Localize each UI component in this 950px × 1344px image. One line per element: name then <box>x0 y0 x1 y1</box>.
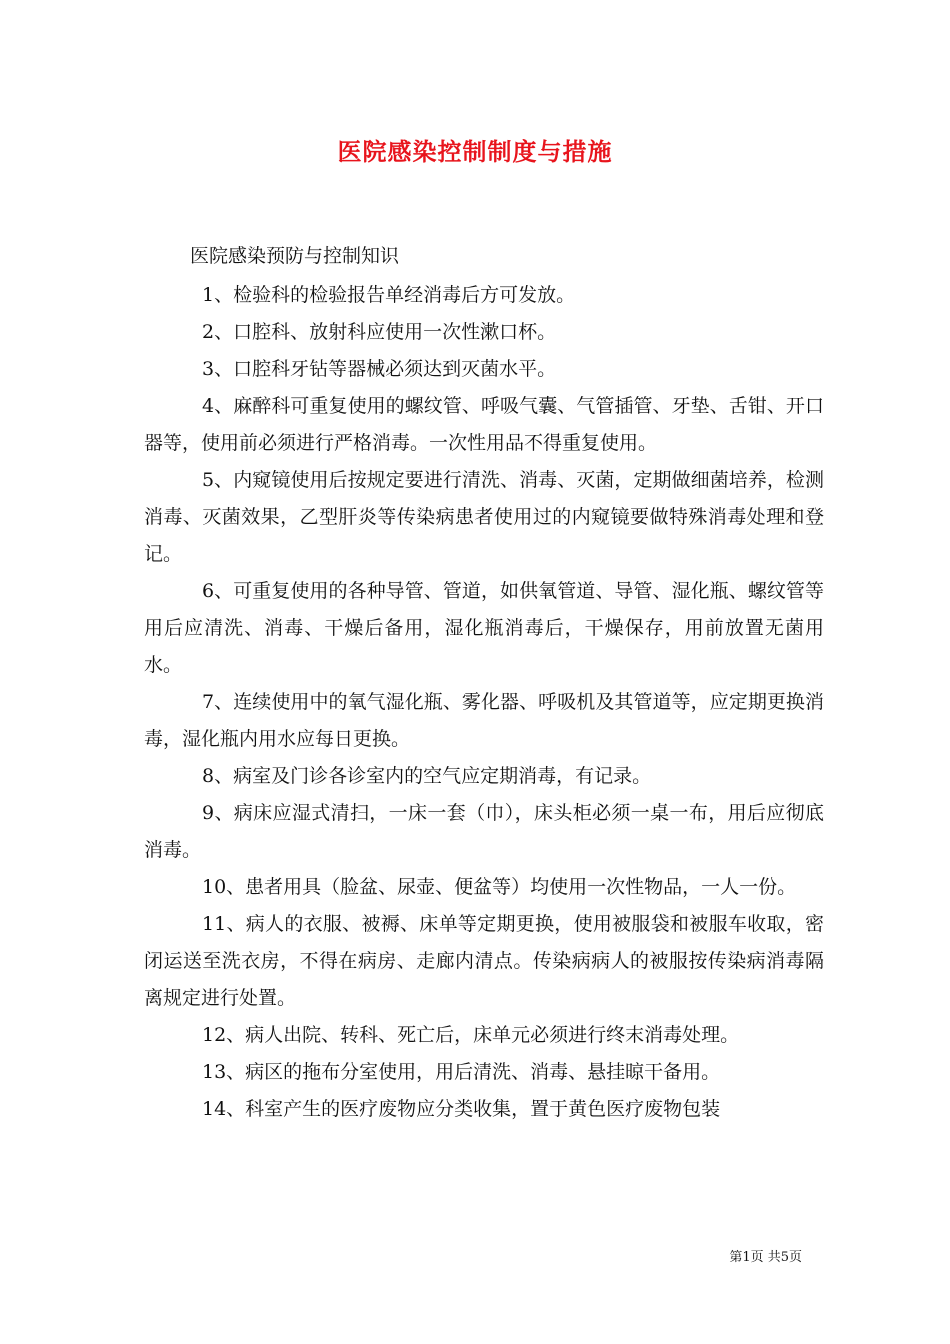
paragraph-4: 4、麻醉科可重复使用的螺纹管、呼吸气囊、气管插管、牙垫、舌钳、开口器等，使用前必须进行严格消毒。一次性用品不得重复使用。 <box>144 395 824 454</box>
paragraph-1: 1、检验科的检验报告单经消毒后方可发放。 <box>202 284 576 306</box>
paragraph-6: 6、可重复使用的各种导管、管道，如供氧管道、导管、湿化瓶、螺纹管等用后应清洗、消毒、干燥后备用，湿化瓶消毒后，干燥保存，用前放置无菌用水。 <box>144 580 824 676</box>
paragraph-11: 11、病人的衣服、被褥、床单等定期更换，使用被服袋和被服车收取，密闭运送至洗衣房，不得在病房、走廊内清点。传染病病人的被服按传染病消毒隔离规定进行处置。 <box>144 913 824 1009</box>
paragraph-12: 12、病人出院、转科、死亡后，床单元必须进行终末消毒处理。 <box>202 1024 740 1046</box>
paragraph-3: 3、口腔科牙钻等器械必须达到灭菌水平。 <box>202 358 557 380</box>
document-body <box>144 238 824 1128</box>
section-subtitle: 医院感染预防与控制知识 <box>190 245 400 267</box>
paragraph-5: 5、内窥镜使用后按规定要进行清洗、消毒、灭菌，定期做细菌培养，检测消毒、灭菌效果，乙型肝炎等传染病患者使用过的内窥镜要做特殊消毒处理和登记。 <box>144 469 824 565</box>
paragraph-2: 2、口腔科、放射科应使用一次性漱口杯。 <box>202 321 557 343</box>
paragraph-10: 10、患者用具（脸盆、尿壶、便盆等）均使用一次性物品，一人一份。 <box>202 876 797 898</box>
paragraph-8: 8、病室及门诊各诊室内的空气应定期消毒，有记录。 <box>202 765 652 787</box>
paragraph-13: 13、病区的拖布分室使用，用后清洗、消毒、悬挂晾干备用。 <box>202 1061 721 1083</box>
paragraph-14: 14、科室产生的医疗废物应分类收集，置于黄色医疗废物包装 <box>202 1098 721 1120</box>
paragraph-9: 9、病床应湿式清扫，一床一套（巾），床头柜必须一桌一布，用后应彻底消毒。 <box>144 802 824 861</box>
document-title: 医院感染控制制度与措施 <box>337 137 613 166</box>
paragraph-7: 7、连续使用中的氧气湿化瓶、雾化器、呼吸机及其管道等，应定期更换消毒，湿化瓶内用水应每日更换。 <box>144 691 824 750</box>
page-number: 第1页 共5页 <box>729 1250 802 1265</box>
